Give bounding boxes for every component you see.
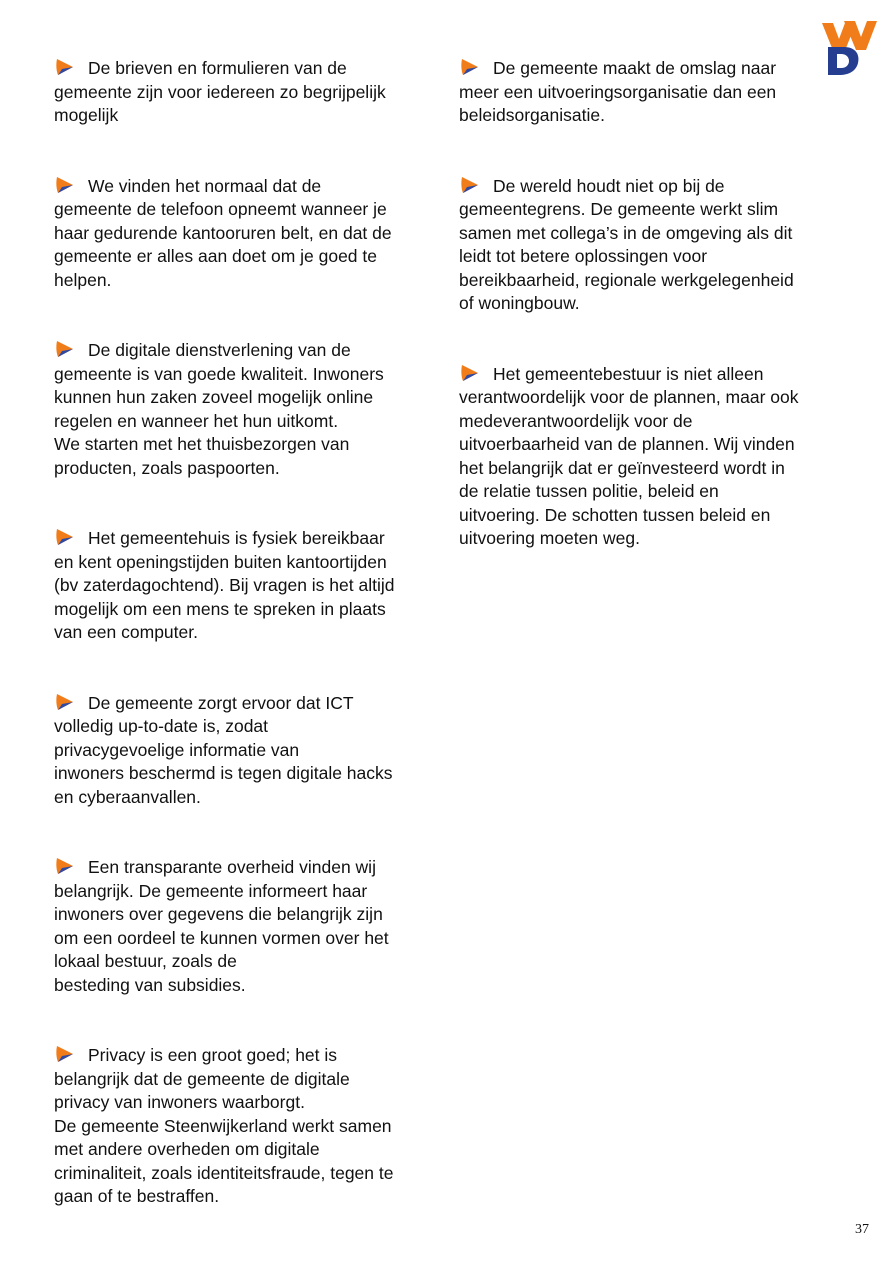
bullet-text-line: [54, 1138, 449, 1162]
bullet-text-line: [54, 245, 449, 269]
text: Het gemeentebestuur is niet alleen: [493, 363, 764, 384]
text: uitvoerbaarheid van de plannen. Wij vinden: [459, 434, 795, 454]
text: De gemeente Steenwijkerland werkt samen: [54, 1115, 392, 1136]
bullet-text-line: [54, 692, 449, 716]
bullet-text-line: [54, 222, 449, 246]
text: van een computer.: [54, 622, 198, 642]
bullet-item: [54, 527, 449, 645]
bullet-text-line: [54, 1068, 449, 1092]
bullet-text-line: [54, 598, 449, 622]
text: gemeente zijn voor iedereen zo begrijpelijk: [54, 81, 386, 102]
text: met andere overheden om digitale: [54, 1139, 320, 1159]
orange-arrow-bullet-icon: [459, 58, 479, 76]
bullet-text-line: [54, 1115, 449, 1139]
orange-arrow-bullet-icon: [459, 364, 479, 382]
text: verantwoordelijk voor de plannen, maar ook: [459, 387, 799, 407]
bullet-text-line: [459, 527, 859, 551]
text: privacy van inwoners waarborgt.: [54, 1092, 305, 1112]
bullet-text-line: [54, 198, 449, 222]
text: (bv zaterdagochtend). Bij vragen is het altijd: [54, 575, 395, 595]
text: De brieven en formulieren van de: [88, 58, 347, 78]
text: gemeente de telefoon opneemt wanneer je: [54, 199, 387, 219]
text: Privacy is een groot goed; het is: [88, 1045, 338, 1065]
text: de relatie tussen politie, beleid en: [459, 481, 719, 501]
bullet-text-line: [459, 386, 859, 410]
text: en cyberaanvallen.: [54, 786, 201, 807]
bullet-text-line: [459, 504, 859, 528]
bullet-text-line: [54, 1162, 449, 1186]
bullet-item: [54, 339, 449, 480]
orange-arrow-bullet-icon: [54, 857, 74, 875]
bullet-text-line: [54, 621, 449, 645]
text: lokaal bestuur, zoals de: [54, 951, 237, 971]
text: regelen en wanneer het hun uitkomt.: [54, 410, 339, 431]
text: en kent openingstijden buiten kantoortijden: [54, 551, 387, 572]
bullet-text-line: [54, 175, 449, 199]
text: of woningbouw.: [459, 293, 580, 313]
bullet-text-line: [459, 198, 859, 222]
text: meer een uitvoeringsorganisatie dan een: [459, 81, 777, 102]
text: helpen.: [54, 269, 112, 290]
text: het belangrijk dat er geïnvesteerd wordt in: [459, 457, 785, 478]
bullet-text-line: [459, 480, 859, 504]
bullet-text-line: [54, 57, 449, 81]
bullet-text-line: [54, 1091, 449, 1115]
text: besteding van subsidies.: [54, 974, 246, 995]
text: gemeente er alles aan doet om je goed te: [54, 246, 377, 266]
bullet-item: [54, 692, 449, 810]
text: We vinden het normaal dat de: [88, 175, 322, 196]
bullet-text-line: [54, 762, 449, 786]
bullet-item: [459, 363, 859, 551]
bullet-text-line: [459, 292, 859, 316]
bullet-text-line: [54, 715, 449, 739]
text: mogelijk: [54, 105, 119, 125]
text: uitvoering. De schotten tussen beleid en: [459, 504, 771, 525]
orange-arrow-bullet-icon: [54, 693, 74, 711]
text: gaan of te bestraffen.: [54, 1186, 220, 1206]
text: privacygevoelige informatie van: [54, 739, 300, 760]
bullet-text-line: [54, 527, 449, 551]
bullet-text-line: [54, 551, 449, 575]
bullet-item: [459, 57, 859, 128]
orange-arrow-bullet-icon: [54, 1045, 74, 1063]
text: De gemeente maakt de omslag naar: [493, 58, 777, 78]
text: haar gedurende kantooruren belt, en dat de: [54, 222, 392, 243]
bullet-text-line: [54, 269, 449, 293]
bullet-text-line: [54, 410, 449, 434]
bullet-text-line: [54, 739, 449, 763]
text: samen met collega’s in de omgeving als dit: [459, 222, 793, 243]
text: medeverantwoordelijk voor de: [459, 410, 693, 431]
bullet-text-line: [459, 410, 859, 434]
bullet-text-line: [54, 856, 449, 880]
text: Een transparante overheid vinden wij: [88, 857, 376, 877]
bullet-text-line: [459, 57, 859, 81]
text: De gemeente zorgt ervoor dat ICT: [88, 692, 354, 713]
text: uitvoering moeten weg.: [459, 528, 640, 548]
bullet-text-line: [54, 1044, 449, 1068]
bullet-text-line: [54, 880, 449, 904]
text: De wereld houdt niet op bij de: [493, 175, 725, 196]
right-column: [459, 57, 859, 598]
bullet-text-line: [54, 974, 449, 998]
text: gemeentegrens. De gemeente werkt slim: [459, 199, 779, 219]
bullet-text-line: [54, 457, 449, 481]
text: volledig up-to-date is, zodat: [54, 716, 269, 736]
text: om een oordeel te kunnen vormen over het: [54, 927, 389, 948]
bullet-text-line: [459, 81, 859, 105]
text: criminaliteit, zoals identiteitsfraude, tegen te: [54, 1162, 394, 1183]
bullet-text-line: [54, 574, 449, 598]
bullet-item: [54, 175, 449, 293]
text: mogelijk om een mens te spreken in plaats: [54, 598, 386, 619]
bullet-text-line: [459, 175, 859, 199]
text: kunnen hun zaken zoveel mogelijk online: [54, 387, 374, 407]
text: inwoners over gegevens die belangrijk zijn: [54, 904, 383, 924]
orange-arrow-bullet-icon: [54, 528, 74, 546]
bullet-text-line: [459, 457, 859, 481]
bullet-item: [54, 1044, 449, 1209]
left-column: [54, 57, 449, 1256]
orange-arrow-bullet-icon: [54, 340, 74, 358]
text: De digitale dienstverlening van de: [88, 340, 351, 360]
page-number: 37: [855, 1222, 869, 1237]
bullet-text-line: [54, 1185, 449, 1209]
text: We starten met het thuisbezorgen van: [54, 434, 350, 454]
text: bereikbaarheid, regionale werkgelegenheid: [459, 269, 794, 290]
bullet-text-line: [54, 81, 449, 105]
text: producten, zoals paspoorten.: [54, 457, 280, 478]
bullet-text-line: [459, 222, 859, 246]
bullet-text-line: [54, 386, 449, 410]
text: gemeente is van goede kwaliteit. Inwoners: [54, 363, 384, 384]
bullet-text-line: [54, 927, 449, 951]
text: Het gemeentehuis is fysiek bereikbaar: [88, 528, 385, 548]
orange-arrow-bullet-icon: [459, 176, 479, 194]
bullet-text-line: [459, 269, 859, 293]
bullet-item: [54, 57, 449, 128]
bullet-text-line: [459, 433, 859, 457]
bullet-text-line: [54, 786, 449, 810]
bullet-text-line: [459, 104, 859, 128]
orange-arrow-bullet-icon: [54, 58, 74, 76]
bullet-text-line: [54, 903, 449, 927]
bullet-text-line: [54, 433, 449, 457]
orange-arrow-bullet-icon: [54, 176, 74, 194]
text: belangrijk. De gemeente informeert haar: [54, 880, 368, 901]
bullet-text-line: [54, 363, 449, 387]
bullet-text-line: [459, 245, 859, 269]
text: belangrijk dat de gemeente de digitale: [54, 1068, 350, 1089]
text: leidt tot betere oplossingen voor: [459, 246, 708, 266]
text: inwoners beschermd is tegen digitale hacks: [54, 763, 393, 783]
bullet-text-line: [54, 339, 449, 363]
bullet-text-line: [459, 363, 859, 387]
bullet-item: [459, 175, 859, 316]
bullet-item: [54, 856, 449, 997]
bullet-text-line: [54, 950, 449, 974]
text: beleidsorganisatie.: [459, 105, 605, 125]
bullet-text-line: [54, 104, 449, 128]
